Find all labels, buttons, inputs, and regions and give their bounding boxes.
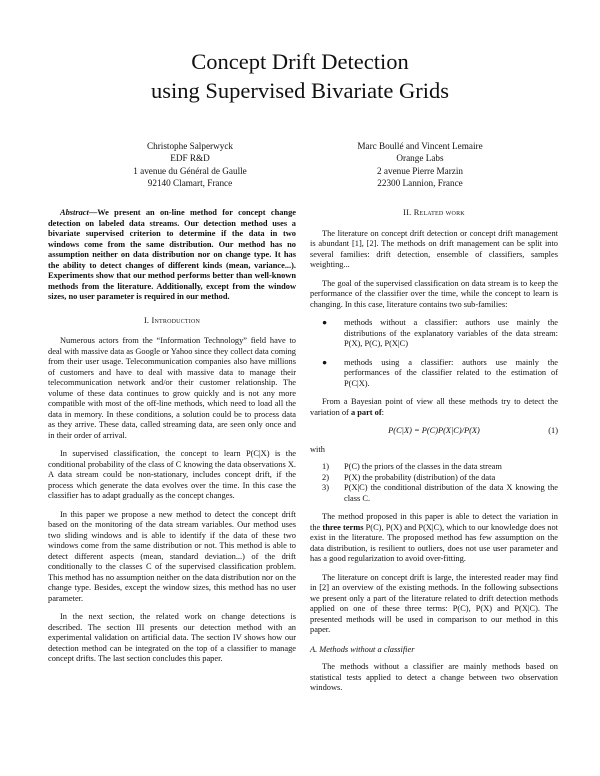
author-address-line: 92140 Clamart, France [147,178,233,189]
paragraph: The literature on concept drift is large, the interested reader may find in [2] an overview of the existing methods. In the following subsections we present only a part of the literature related to drift detection methods applied on one of these three terms: P(C), P(X) and P(X|C). The presented methods will be used in comparison to our method in this paper. [310,572,558,634]
with-label: with [310,444,325,454]
author-address-line: 2 avenue Pierre Marzin [377,165,463,176]
enumerated-list [310,462,558,504]
subsection-heading: A. Methods without a classifier [310,644,415,654]
right-column [310,208,558,694]
author-block-2 [320,140,520,190]
paragraph: The method proposed in this paper is able to detect the variation in the three terms P(C), P(X) and P(X|C), which to our knowledge does not exist in the literature. The proposed method has few assumption on the data distribution, is resilient to outliers, does not use user parameter and has a good regularization to avoid over-fitting. [310,512,559,563]
author-name: Marc Boullé and Vincent Lemaire [357,141,483,151]
list-item: ● methods using a classifier: authors use mainly the performances of the classifier related to the estimation of P(C|X). [322,357,558,388]
bullet-icon: ● [322,357,328,367]
abstract [48,208,296,303]
bullet-icon: ● [322,318,328,327]
equation-formula: P(C|X) = P(C)P(X|C)/P(X) [388,426,480,435]
section-heading-related-work: II. Related work [403,208,465,217]
bullet-list [310,318,558,389]
author-address-line: 1 avenue du Général de Gaulle [133,165,247,176]
paper-title-line-2: using Supervised Bivariate Grids [150,78,450,103]
paragraph: From a Bayesian point of view all these methods try to detect the variation of a part of: [310,397,558,417]
emphasis: a part of [350,407,382,417]
paper-title-line-1: Concept Drift Detection [191,49,409,74]
author-affiliation: EDF R&D [170,153,210,164]
paragraph: In supervised classification, the concept to learn P(C|X) is the conditional probability of the class of C knowing the data observations X. A data stream could be non-stationary, includes concept drift, if the process which generate the data evolves over the time. In this case the classifier has to adapt gradually as the concept changes. [48,449,296,500]
equation-number: (1) [548,426,558,435]
equation [310,426,558,437]
author-affiliation: Orange Labs [396,153,444,164]
abstract-lead: Abstract [60,208,89,217]
paragraph: Numerous actors from the “Information Technology” field have to deal with massive data as Google or Yahoo since they collect data coming from their user usage. Telecommunication companies also have millions of customers and have to deal with massive data to manage their telecommunication network and/or their customer relationship. The volume of these data continues to grow quickly and is not any more compatible with most of the off-line methods, which need to load all the data in memory. In these conditions, a solution could be to process data as they arrive. These data, called streaming data, are seen only once and in their order of arrival. [48,336,296,440]
paragraph: The goal of the supervised classification on data stream is to keep the performance of the classifier over the time, while the concept to learn is changing. In this case, literature contains two sub-families: [310,278,558,309]
author-name: Christophe Salperwyck [147,141,233,151]
paragraph: In this paper we propose a new method to detect the concept drift based on the monitoring of the data stream variables. Our method uses two sliding windows and is able to identify if the data of these two windows come from the same distribution or not. This method is able to detect different aspects (mean, standard deviation...) of the drift conditionally to the classes C of the supervised classification problem. This method has no assumption neither on the data distribution nor on the change type. Besides, except the window sizes, this method has no user parameter. [48,509,296,603]
section-heading-introduction: I. Introduction [143,315,201,325]
left-column [48,208,296,665]
list-item: 2) P(X) the probability (distribution) of the data [322,472,496,482]
paragraph: The methods without a classifier are mainly methods based on statistical tests applied to detect a change between two observation windows. [310,662,558,692]
emphasis: three terms [322,522,364,532]
abstract-text: —We present an on-line method for concept change detection on labeled data streams. Our detection method uses a bivariate supervised criterion to determine if the data in two windows come from the same distribution. Our method has no assumption neither on data distribution nor on change type. It has the ability to detect changes of different kinds (mean, variance...). Experiments show that our method performs better than well-known methods from the literature. Additionally, except from the window sizes, no user parameter is required in our method. [48,208,296,301]
list-item: 3) P(X|C) the conditional distribution of the data X knowing the class C. [322,483,558,503]
author-block-1 [95,140,285,190]
paragraph: The literature on concept drift detection or concept drift management is abundant [1], [2]. The methods on drift management can be split into several families: drift detection, ensemble of classifiers, samples weighting... [310,228,558,269]
list-item: 1) P(C) the priors of the classes in the data stream [322,462,502,471]
list-item: ● methods without a classifier: authors use mainly the distributions of the explanatory variables of the data stream: P(X), P(C), P(X|C) [322,318,558,348]
author-address-line: 22300 Lannion, France [377,178,463,189]
paragraph: In the next section, the related work on change detections is described. The section III presents our detection method with an experimental validation on artificial data. The section IV shows how our detection method can be integrated on the top of a classifier to manage concept drifts. The last section concludes this paper. [48,612,296,663]
